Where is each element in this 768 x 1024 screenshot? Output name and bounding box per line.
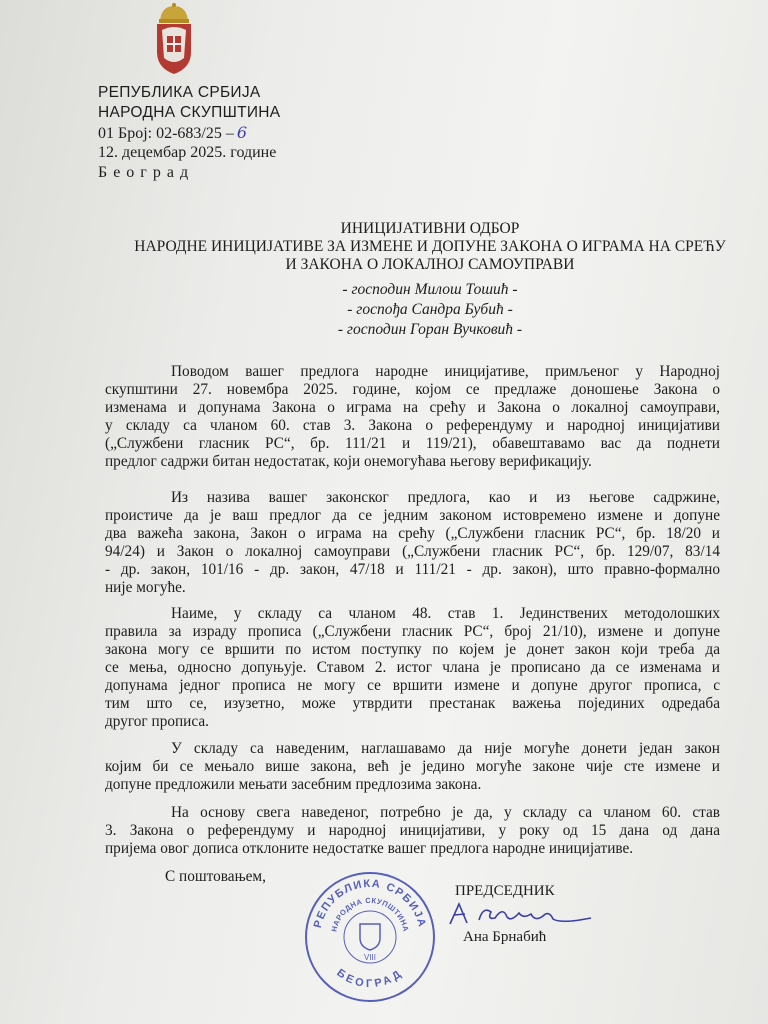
addressee-subtitle-2: И ЗАКОНА О ЛОКАЛНОЈ САМОУПРАВИ [285, 256, 575, 273]
handwritten-number: 6 [236, 123, 248, 142]
paragraph-line: изменама и допунама Закона о играма на срећу и Закона о локалној самоуправи, [105, 399, 720, 416]
paragraph-line: Поводом вашег предлога народне иницијативе, примљеног у Народној [171, 363, 720, 380]
addressee-name: - господин Горан Вучковић - [337, 321, 523, 338]
paragraph-line: („Службени гласник РС“, бр. 111/21 и 119/21), обавештавамо вас да поднети [105, 435, 720, 452]
document-number [98, 123, 247, 144]
body-paragraph [105, 363, 720, 471]
paragraph-line: два важећа закона, Закон о играма на срећу („Службени гласник РС“, бр. 18/20 и [105, 525, 720, 542]
paragraph-line: правила за израду прописа („Службени гласник РС“, број 21/10), измене и допуне [105, 623, 720, 640]
paragraph-line: 3. Закона о референдуму и народној иницијативи, у року од 15 дана од дана [105, 822, 720, 839]
handwritten-signature [445, 902, 595, 926]
svg-text:РЕПУБЛИКА СРБИЈА: РЕПУБЛИКА СРБИЈА [311, 877, 429, 930]
body-paragraph [105, 740, 720, 794]
svg-text:БЕОГРАД: БЕОГРАД [334, 966, 406, 991]
paragraph-line: проистиче да је ваш предлог да се једним законом истовремено измене и допуне [105, 507, 720, 524]
paragraph-line: скупштини 27. новембра 2025. године, којом се предлаже доношење Закона о [105, 381, 720, 398]
paragraph-line: допунама једног прописа не могу се вршити измене и допуне другог прописа, с [105, 677, 720, 694]
body-paragraph [105, 804, 720, 858]
document-city: Б е о г р а д [98, 164, 190, 181]
paragraph-line: закона могу се вршити по истом поступку по којем је донет закон који треба да [105, 641, 720, 658]
document-date: 12. децембар 2025. године [98, 144, 277, 161]
paragraph-line: пријема овог дописа отклоните недостатке вашег предлога народне иницијативе. [105, 840, 634, 857]
paragraph-line: - др. закон, 101/16 - др. закон, 47/18 и 111/21 - др. закон), што правно-формално [105, 561, 720, 578]
svg-text:VIII: VIII [363, 953, 377, 962]
paragraph-line: допуне предложили мењати засебним предлозима закона. [105, 776, 482, 793]
body-paragraph [105, 489, 720, 597]
letterhead-republic: РЕПУБЛИКА СРБИЈА [98, 84, 261, 101]
coat-of-arms-icon [148, 2, 200, 76]
paragraph-line: На основу свега наведеног, потребно је да, у складу са чланом 60. став [171, 804, 720, 821]
svg-text:НАРОДНА СКУПШТИНА: НАРОДНА СКУПШТИНА [329, 895, 411, 933]
paragraph-line: 94/24) и Закон о локалној самоуправи („Службени гласник РС“, бр. 129/07, 83/14 [105, 543, 720, 560]
paragraph-line: Из назива вашег законског предлога, као и из његове садржине, [171, 489, 720, 506]
paragraph-line: се мења, односно допуњује. Ставом 2. истог члана је прописано да се изменама и [105, 659, 720, 676]
signature-name: Ана Брнабић [463, 929, 547, 945]
addressee-name: - господин Милош Тошић - [342, 281, 518, 298]
closing: С поштовањем, [165, 868, 266, 885]
addressee-subtitle-1: НАРОДНЕ ИНИЦИЈАТИВЕ ЗА ИЗМЕНЕ И ДОПУНЕ ЗАКОНА О ИГРАМА НА СРЕЋУ [134, 238, 726, 255]
addressee-title: ИНИЦИЈАТИВНИ ОДБОР [340, 220, 520, 237]
addressee-name: - госпођа Сандра Бубић - [347, 301, 513, 318]
document-number-label: 01 Број: 02-683/25 – [98, 125, 234, 142]
official-stamp [300, 862, 440, 1007]
paragraph-line: којим би се мењало више закона, већ је једино могуће законе чије сте измене и [105, 758, 720, 775]
paragraph-line: у складу са чланом 60. став 3. Закона о референдуму и народној иницијативи [105, 417, 720, 434]
paragraph-line: У складу са наведеним, наглашавамо да није могуће донети један закон [171, 740, 720, 757]
letterhead-assembly: НАРОДНА СКУПШТИНА [98, 104, 281, 121]
paragraph-line: тим што се, изузетно, може утврдити престанак важења појединих одредаба [105, 695, 720, 712]
paragraph-line: предлог садржи битан недостатак, који онемогућава његову верификацију. [105, 453, 592, 470]
paragraph-line: није могуће. [105, 579, 186, 596]
paragraph-line: другог прописа. [105, 713, 209, 730]
body-paragraph [105, 605, 720, 731]
signature-title: ПРЕДСЕДНИК [455, 883, 555, 899]
paragraph-line: Наиме, у складу са чланом 48. став 1. Јединствених методолошких [171, 605, 720, 622]
